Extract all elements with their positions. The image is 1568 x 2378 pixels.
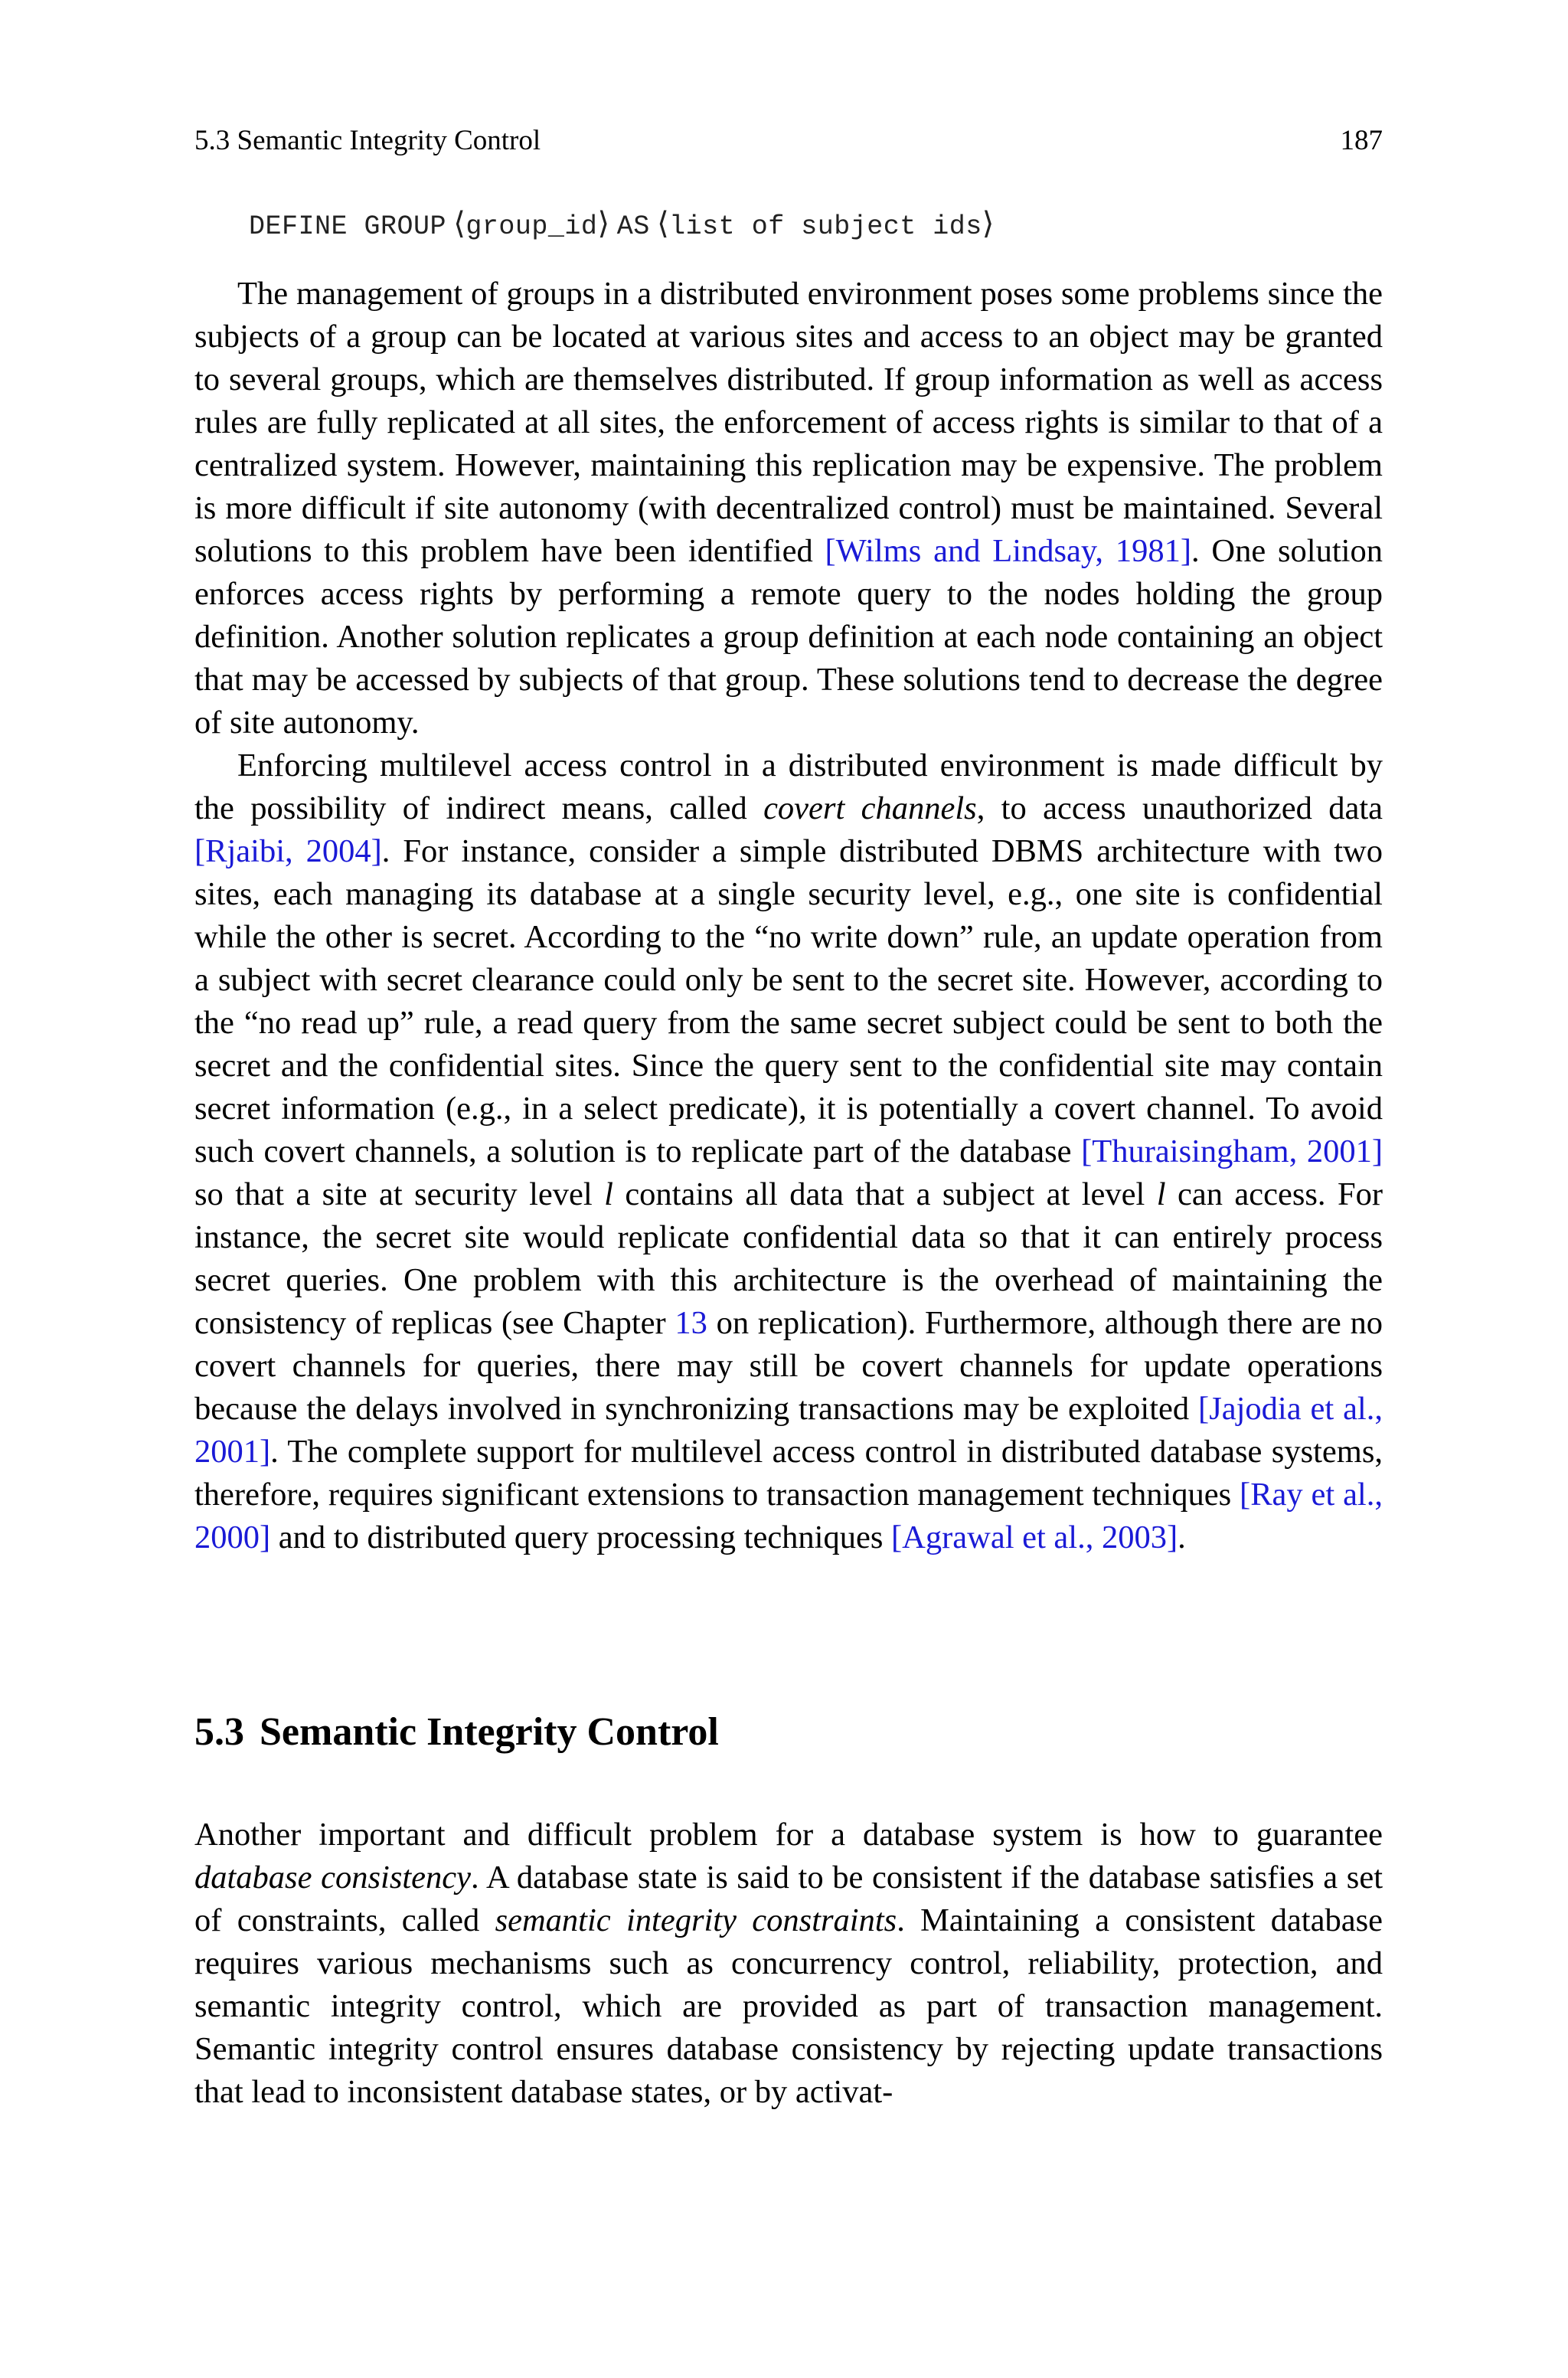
paragraph-multilevel-access: Enforcing multilevel access control in a distributed environment is made difficult by the possibility of indirect means, called covert channels, to access unauthorized data [Rjaibi, 2004]. For instance, consider a simple distributed DBMS architecture with two sites, each managing its database at a single security level, e.g., one site is confidential while the other is secret. According to the “no write down” rule, an update operation from a subject with secret clearance could only be sent to the secret site. However, according to the “no read up” rule, a read query from the same secret subject could be sent to both the secret and the confidential sites. Since the query sent to the confidential site may contain secret information (e.g., in a select predicate), it is potentially a covert channel. To avoid such covert channels, a solution is to replicate part of the database [Thuraisingham, 2001] so that a site at security level l contains all data that a subject at level l can access. For instance, the secret site would replicate confidential data so that it can entirely process secret queries. One problem with this architecture is the overhead of maintaining the consistency of replicas (see Chapter 13 on replication). Furthermore, although there are no covert channels for queries, there may still be covert channels for update operations because the delays involved in synchronizing transactions may be exploited [Jajodia et al., 2001]. The complete support for multilevel access control in distributed database systems, therefore, requires significant extensions to transaction management techniques [Ray et al., 2000] and to distributed query processing techniques [Agrawal et al., 2003]. (194, 747, 1383, 1555)
body-text-lower (194, 1814, 1383, 2114)
citation-link[interactable]: [Jajodia et al., 2001] (194, 1391, 1383, 1470)
paragraph-database-consistency: Another important and difficult problem for a database system is how to guarantee database consistency. A database state is said to be consistent if the database satisfies a set of constraints, called semantic integrity constraints. Maintaining a consistent database requires various mechanisms such as concurrency control, reliability, protection, and semantic integrity control, which are provided as part of transaction management. Semantic integrity control ensures database consistency by rejecting update transactions that lead to inconsistent database states, or by activat- (194, 1817, 1383, 2110)
page-number: 187 (1340, 125, 1383, 156)
section-number: 5.3 (194, 1710, 244, 1754)
code-keyword-define-group: DEFINE GROUP (249, 211, 447, 242)
citation-link[interactable]: [Wilms and Lindsay, 1981] (825, 533, 1191, 569)
code-keyword-as: AS (616, 211, 650, 242)
section-heading (194, 1709, 719, 1755)
section-title: Semantic Integrity Control (260, 1710, 719, 1754)
running-header (194, 124, 1383, 162)
citation-link[interactable]: [Agrawal et al., 2003] (891, 1519, 1178, 1555)
body-text-upper (194, 273, 1383, 1559)
citation-link[interactable]: [Rjaibi, 2004] (194, 833, 382, 869)
code-arg-subject-ids: list of subject ids (669, 211, 982, 242)
code-arg-group-id: group_id (466, 211, 598, 242)
running-title: 5.3 Semantic Integrity Control (194, 125, 541, 156)
paragraph-group-management: The management of groups in a distributed environment poses some problems since the subjects of a group can be located at various sites and access to an object may be granted to several groups, which are themselves distributed. If group information as well as access rules are fully replicated at all sites, the enforcement of access rights is similar to that of a centralized system. However, maintaining this replication may be expensive. The problem is more difficult if site autonomy (with decentralized control) must be maintained. Several solutions to this problem have been identified [Wilms and Lindsay, 1981]. One solution enforces access rights by performing a remote query to the nodes holding the group definition. Another solution replicates a group definition at each node containing an object that may be accessed by subjects of that group. These solutions tend to decrease the degree of site autonomy. (194, 276, 1383, 741)
citation-link[interactable]: [Thuraisingham, 2001] (1081, 1133, 1383, 1169)
code-open-angle: ⟨ (657, 206, 670, 240)
code-open-angle: ⟨ (453, 206, 466, 240)
define-group-syntax (249, 205, 995, 242)
code-close-angle: ⟩ (982, 206, 995, 240)
chapter-link[interactable]: 13 (675, 1305, 707, 1341)
citation-link[interactable]: [Ray et al., 2000] (194, 1477, 1383, 1555)
code-close-angle: ⟩ (597, 206, 610, 240)
